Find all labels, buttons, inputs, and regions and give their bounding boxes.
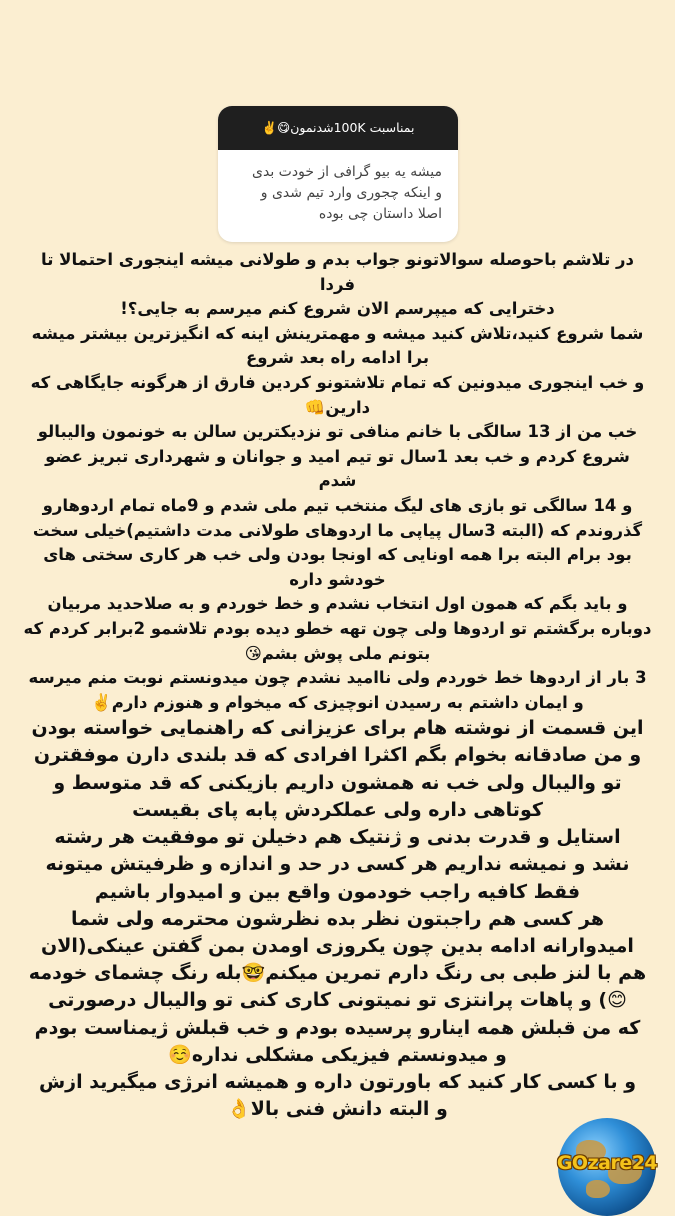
story-paragraph-large: و با کسی کار کنید که باورتون داره و همیشه انرژی میگیرید ازش و البته دانش فنی بالا👌 — [38, 1070, 637, 1121]
question-sticker — [218, 106, 458, 242]
story-paragraph: دخترایی که میپرسم الان شروع کنم میرسم به جایی؟! — [120, 299, 555, 319]
question-sticker-text: میشه یه بیو گرافی از خودت بدی و اینکه چجوری وارد تیم شدی و اصلا داستان چی بوده — [252, 164, 442, 222]
story-paragraph: و خب اینجوری میدونین که تمام تلاشتونو کردین فارق از هرگونه جایگاهی که دارین👊 — [30, 372, 645, 417]
story-paragraph: شما شروع کنید،تلاش کنید میشه و مهمترینش اینه که انگیزترین بیشتر میشه برا ادامه راه بعد شروع — [31, 323, 644, 368]
watermark-logo — [548, 1118, 666, 1200]
story-paragraph-large: هر کسی هم راجبتون نظر بده نظرشون محترمه ولی شما امیدوارانه ادامه بدین چون یکروزی اومدن بمن گفتن عینکی(الان هم با لنز طبی بی رنگ دارم تمرین میکنم🤓بله رنگ چشمای خودمه 😊) و پاهات پرانتزی تو نمیتونی کاری کنی تو والیبال درصورتی که من قبلش همه اینارو پرسیده بودم و خب قبلش ژیمناست بودم و میدونستم فیزیکی مشکلی نداره☺️ — [28, 907, 647, 1066]
story-paragraph: در تلاشم باحوصله سوالاتونو جواب بدم و طولانی میشه اینجوری احتمالا تا فردا — [41, 250, 634, 294]
story-paragraph: خب من از 13 سالگی با خانم منافی تو نزدیکترین سالن به خونمون والیبالو شروع کردم و خب بعد 1سال تو تیم امید و جوانان و شهرداری تبریز عضو شدم — [37, 422, 638, 491]
story-paragraph-large: استایل و قدرت بدنی و ژنتیک هم دخیلن تو موفقیت هر رشته نشد و نمیشه نداریم هر کسی در حد و اندازه و ظرفیتش میتونه فقط کافیه راجب خودمون واقع بین و امیدوار باشیم — [45, 826, 630, 903]
story-text-block — [10, 248, 665, 1123]
story-paragraph: و 14 سالگی تو بازی های لیگ منتخب تیم ملی شدم و 9ماه تمام اردوهارو گذروندم که (البته 3سال پیاپی ما اردوهای طولانی مدت داشتیم)خیلی سخت بود برام البته برا همه اونایی که اونجا بودن ولی خب هر کاری سختی های خودشو داره — [32, 495, 643, 589]
watermark-text: GOzare24 — [556, 1152, 658, 1174]
question-sticker-header: بمناسبت 100Kشدنمون😋✌️ — [218, 106, 458, 150]
story-paragraph: و باید بگم که همون اول انتخاب نشدم و خط خوردم و به صلاحدید مربیان دوباره برگشتم تو اردوها ولی چون تهه خطو دیده بودم تلاشمو 2برابر کردم که بتونم ملی پوش بشم😘 — [23, 594, 652, 663]
story-paragraph: 3 بار از اردوها خط خوردم ولی ناامید نشدم چون میدونستم نوبت منم میرسه و ایمان داشتم به رسیدن انوچیزی که میخوام و هنوزم دارم✌️ — [28, 668, 647, 712]
story-paragraph-large: این قسمت از نوشته هام برای عزیزانی که راهنمایی خواسته بودن و من صادقانه بخوام بگم اکثرا افرادی که قد بلندی دارن موفقترن تو والیبال ولی خب نه همشون داریم بازیکنی که قد متوسط و کوتاهی داره ولی عملکردش پابه پای بقیست — [31, 717, 644, 821]
